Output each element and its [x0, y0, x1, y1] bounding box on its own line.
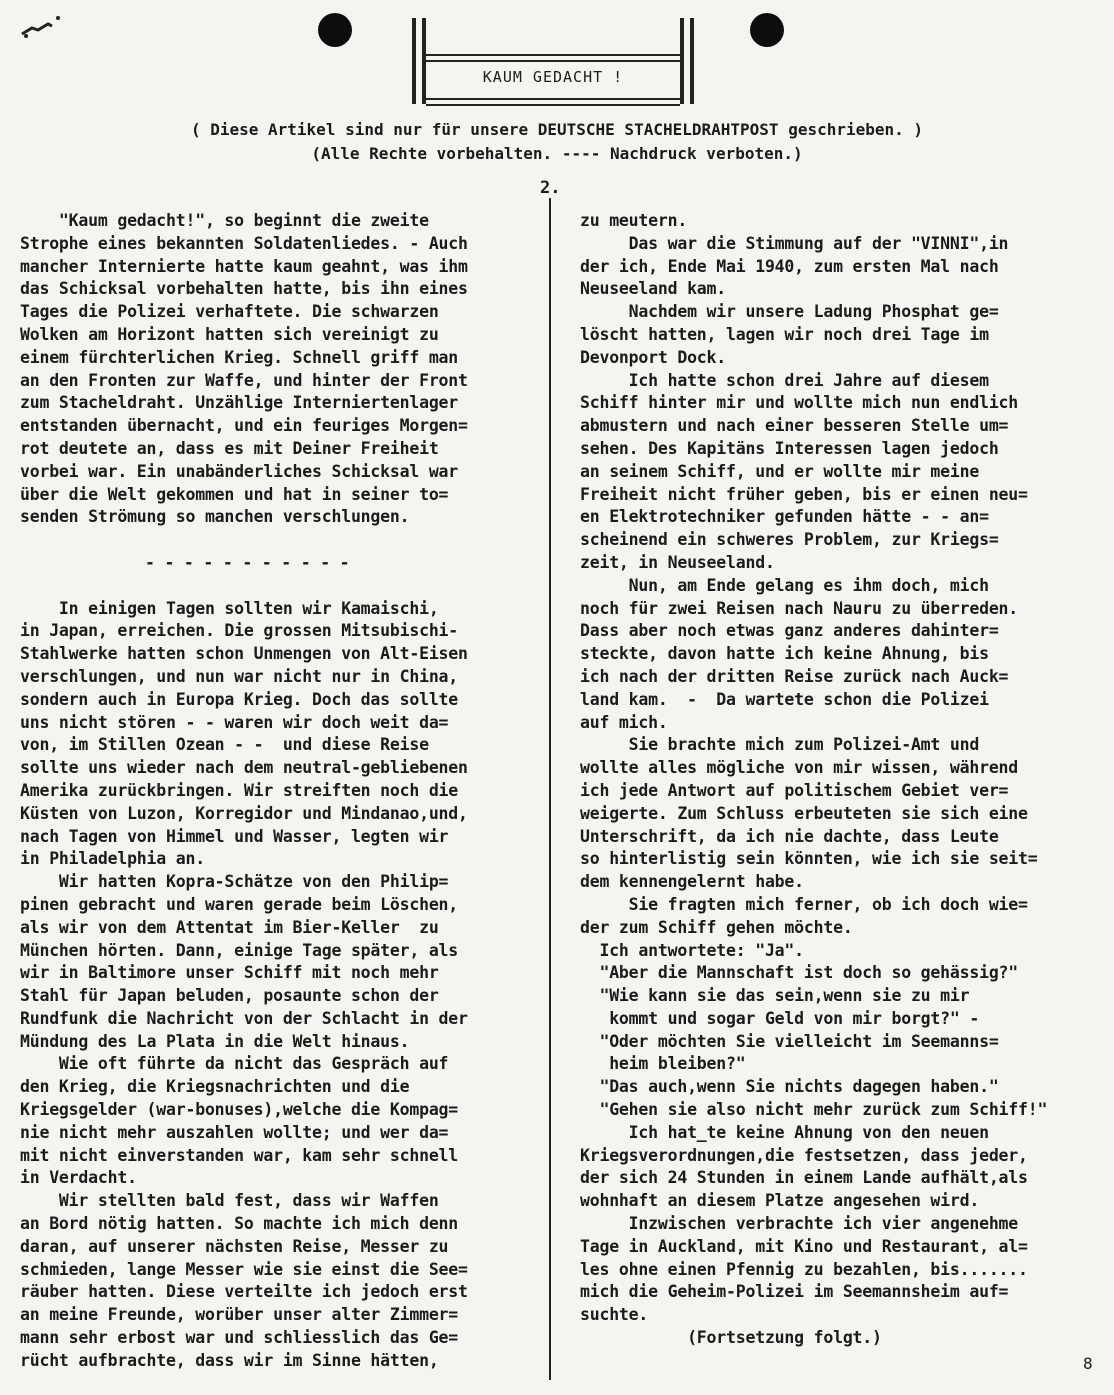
text-line: der zum Schiff gehen möchte. [580, 917, 853, 937]
text-line: Devonport Dock. [580, 347, 727, 367]
text-line: löscht hatten, lagen wir noch drei Tage im [580, 324, 989, 344]
text-line: verschlungen, und nun war nicht nur in China, [20, 666, 459, 686]
text-line: pinen gebracht und waren gerade beim Löschen, [20, 894, 459, 914]
page-number: 8 [1083, 1354, 1093, 1373]
copyright-notice-line2: (Alle Rechte vorbehalten. ---- Nachdruck verboten.) [311, 144, 803, 163]
text-line: den Krieg, die Kriegsnachrichten und die [20, 1077, 410, 1097]
ink-smudge-mark [18, 12, 68, 40]
text-line: uns nicht stören - - waren wir doch weit da= [20, 712, 449, 732]
text-line: in Verdacht. [20, 1168, 137, 1188]
text-line: zu meutern. [580, 211, 688, 230]
text-line: das Schicksal vorbehalten hatte, bis ihn eines [20, 279, 468, 299]
text-line: Küsten von Luzon, Korregidor und Mindanao,und, [20, 803, 468, 823]
text-line: Inzwischen verbrachte ich vier angenehme [580, 1214, 1019, 1234]
text-line: Rundfunk die Nachricht von der Schlacht in der [20, 1008, 468, 1028]
article-title: KAUM GEDACHT ! [482, 68, 624, 86]
text-line: Unterschrift, da ich nie dachte, dass Leute [580, 826, 999, 846]
text-line: mancher Internierte hatte kaum geahnt, was ihm [20, 256, 468, 276]
text-line: suchte. [580, 1305, 649, 1325]
text-line: dem kennengelernt habe. [580, 872, 804, 892]
text-line: sehen. Des Kapitäns Interessen lagen jedoch [580, 438, 999, 458]
text-line: in Japan, erreichen. Die grossen Mitsubischi- [20, 621, 459, 641]
text-line: les ohne einen Pfennig zu bezahlen, bis....... [580, 1259, 1028, 1279]
text-line: einem fürchterlichen Krieg. Schnell griff man [20, 347, 459, 367]
text-line: Ich hatte schon drei Jahre auf diesem [580, 370, 989, 390]
text-line: Sie brachte mich zum Polizei-Amt und [580, 735, 980, 755]
right-column [580, 210, 1104, 1350]
text-line: Mündung des La Plata in die Welt hinaus. [20, 1031, 410, 1051]
text-line: zeit, in Neuseeland. [580, 552, 775, 572]
part-number: 2. [540, 178, 561, 198]
text-line: rot deutete an, dass es mit Deiner Freiheit [20, 438, 439, 458]
text-line: von, im Stillen Ozean - - und diese Reise [20, 735, 429, 755]
text-line: wohnhaft an diesem Platze angesehen wird. [580, 1191, 980, 1211]
text-line: "Oder möchten Sie vielleicht im Seemanns= [580, 1031, 999, 1051]
text-line: sondern auch in Europa Krieg. Doch das sollte [20, 689, 459, 709]
text-line: Tages die Polizei verhaftete. Die schwarzen [20, 302, 439, 322]
text-line: "Wie kann sie das sein,wenn sie zu mir [580, 986, 970, 1006]
text-line: Das war die Stimmung auf der "VINNI",in [580, 233, 1009, 253]
text-line: wollte alles mögliche von mir wissen, während [580, 758, 1019, 778]
text-line: weigerte. Zum Schluss erbeuteten sie sich eine [580, 803, 1028, 823]
title-frame [412, 18, 694, 104]
text-line: kommt und sogar Geld von mir borgt?" - [580, 1008, 980, 1028]
text-line: land kam. - Da wartete schon die Polizei [580, 689, 989, 709]
text-line: "Das auch,wenn Sie nichts dagegen haben." [580, 1077, 999, 1097]
text-line: so hinterlistig sein könnten, wie ich sie seit= [580, 849, 1038, 869]
text-line: an Bord nötig hatten. So machte ich mich denn [20, 1214, 459, 1234]
punch-hole-right [750, 13, 784, 47]
text-line: heim bleiben?" [580, 1054, 746, 1074]
text-line: auf mich. [580, 712, 668, 732]
text-line: Stahlwerke hatten schon Unmengen von Alt-Eisen [20, 644, 468, 664]
text-line: in Philadelphia an. [20, 849, 205, 869]
text-line: rücht aufbrachte, dass wir im Sinne hätten, [20, 1350, 439, 1370]
text-line: ich nach der dritten Reise zurück nach Auck= [580, 666, 1009, 686]
text-line: entstanden übernacht, und ein feuriges Morgen= [20, 416, 468, 436]
text-line: abmustern und nach einer besseren Stelle um= [580, 416, 1009, 436]
text-line: en Elektrotechniker gefunden hätte - - an= [580, 507, 989, 527]
text-line: In einigen Tagen sollten wir Kamaischi, [20, 598, 439, 618]
text-line: schmieden, lange Messer wie sie einst die See= [20, 1259, 468, 1279]
punch-hole-left [318, 13, 352, 47]
text-line: Ich hat_te keine Ahnung von den neuen [580, 1122, 989, 1142]
text-line: ich jede Antwort auf politischem Gebiet ver= [580, 780, 1009, 800]
text-line: Schiff hinter mir und wollte mich nun endlich [580, 393, 1019, 413]
text-line: Nun, am Ende gelang es ihm doch, mich [580, 575, 989, 595]
text-line: zum Stacheldraht. Unzählige Interniertenlager [20, 393, 459, 413]
text-line: sollte uns wieder nach dem neutral-gebliebenen [20, 758, 468, 778]
text-line: an seinem Schiff, und er wollte mir meine [580, 461, 980, 481]
text-line: Tage in Auckland, mit Kino und Restaurant, al= [580, 1236, 1028, 1256]
text-line: scheinend ein schweres Problem, zur Kriegs= [580, 530, 999, 550]
text-line: mich die Geheim-Polizei im Seemannsheim auf= [580, 1282, 1009, 1302]
text-line: nie nicht mehr auszahlen wollte; und wer da= [20, 1122, 449, 1142]
text-line: der sich 24 Stunden in einem Lande aufhält,als [580, 1168, 1028, 1188]
text-line: Amerika zurückbringen. Wir streiften noch die [20, 780, 459, 800]
text-line: Neuseeland kam. [580, 279, 727, 299]
text-line: an den Fronten zur Waffe, und hinter der Front [20, 370, 468, 390]
text-line [20, 1373, 548, 1395]
text-line: Nachdem wir unsere Ladung Phosphat ge= [580, 302, 999, 322]
text-line: senden Strömung so manchen verschlungen. [20, 507, 410, 527]
left-column [20, 210, 548, 1395]
text-line: Freiheit nicht früher geben, bis er einen neu= [580, 484, 1028, 504]
text-line: noch für zwei Reisen nach Nauru zu überreden. [580, 598, 1019, 618]
text-line: Dass aber noch etwas ganz anderes dahinter= [580, 621, 999, 641]
text-line: vorbei war. Ein unabänderliches Schicksal war [20, 461, 459, 481]
section-separator: - - - - - - - - - - - [145, 552, 350, 572]
text-line: Wir hatten Kopra-Schätze von den Philip= [20, 872, 449, 892]
text-line: Ich antwortete: "Ja". [580, 940, 804, 960]
text-line: der ich, Ende Mai 1940, zum ersten Mal nach [580, 256, 999, 276]
text-line: als wir von dem Attentat im Bier-Keller zu [20, 917, 439, 937]
text-line: Kriegsgelder (war-bonuses),welche die Kompag= [20, 1100, 459, 1120]
text-line: mann sehr erbost war und schliesslich das Ge= [20, 1328, 459, 1348]
text-line: wir in Baltimore unser Schiff mit noch mehr [20, 963, 439, 983]
copyright-notice-line1: ( Diese Artikel sind nur für unsere DEUTSCHE STACHELDRAHTPOST geschrieben. ) [190, 120, 924, 139]
text-line: über die Welt gekommen und hat in seiner to= [20, 484, 449, 504]
text-line: "Aber die Mannschaft ist doch so gehässig?" [580, 963, 1019, 983]
text-line: steckte, davon hatte ich keine Ahnung, bis [580, 644, 989, 664]
text-line: mit nicht einverstanden war, kam sehr schnell [20, 1145, 459, 1165]
text-line: Wir stellten bald fest, dass wir Waffen [20, 1191, 439, 1211]
text-line: Stahl für Japan beluden, posaunte schon der [20, 986, 439, 1006]
text-line: Sie fragten mich ferner, ob ich doch wie= [580, 894, 1028, 914]
text-line: nach Tagen von Himmel und Wasser, legten wir [20, 826, 449, 846]
text-line: München hörten. Dann, einige Tage später, als [20, 940, 459, 960]
text-line: "Kaum gedacht!", so beginnt die zweite [20, 211, 429, 230]
text-line: an meine Freunde, worüber unser alter Zimmer= [20, 1305, 459, 1325]
column-divider [549, 198, 551, 1380]
continuation-note: (Fortsetzung folgt.) [580, 1328, 882, 1348]
text-line: daran, auf unserer nächsten Reise, Messer zu [20, 1236, 449, 1256]
text-line: Kriegsverordnungen,die festsetzen, dass jeder, [580, 1145, 1028, 1165]
text-line [20, 575, 548, 598]
text-line: Strophe eines bekannten Soldatenliedes. - Auch [20, 233, 468, 253]
text-line: "Gehen sie also nicht mehr zurück zum Schiff!" [580, 1100, 1048, 1120]
text-line: Wie oft führte da nicht das Gespräch auf [20, 1054, 449, 1074]
text-line: räuber hatten. Diese verteilte ich jedoch erst [20, 1282, 468, 1302]
text-line: Wolken am Horizont hatten sich vereinigt zu [20, 324, 439, 344]
